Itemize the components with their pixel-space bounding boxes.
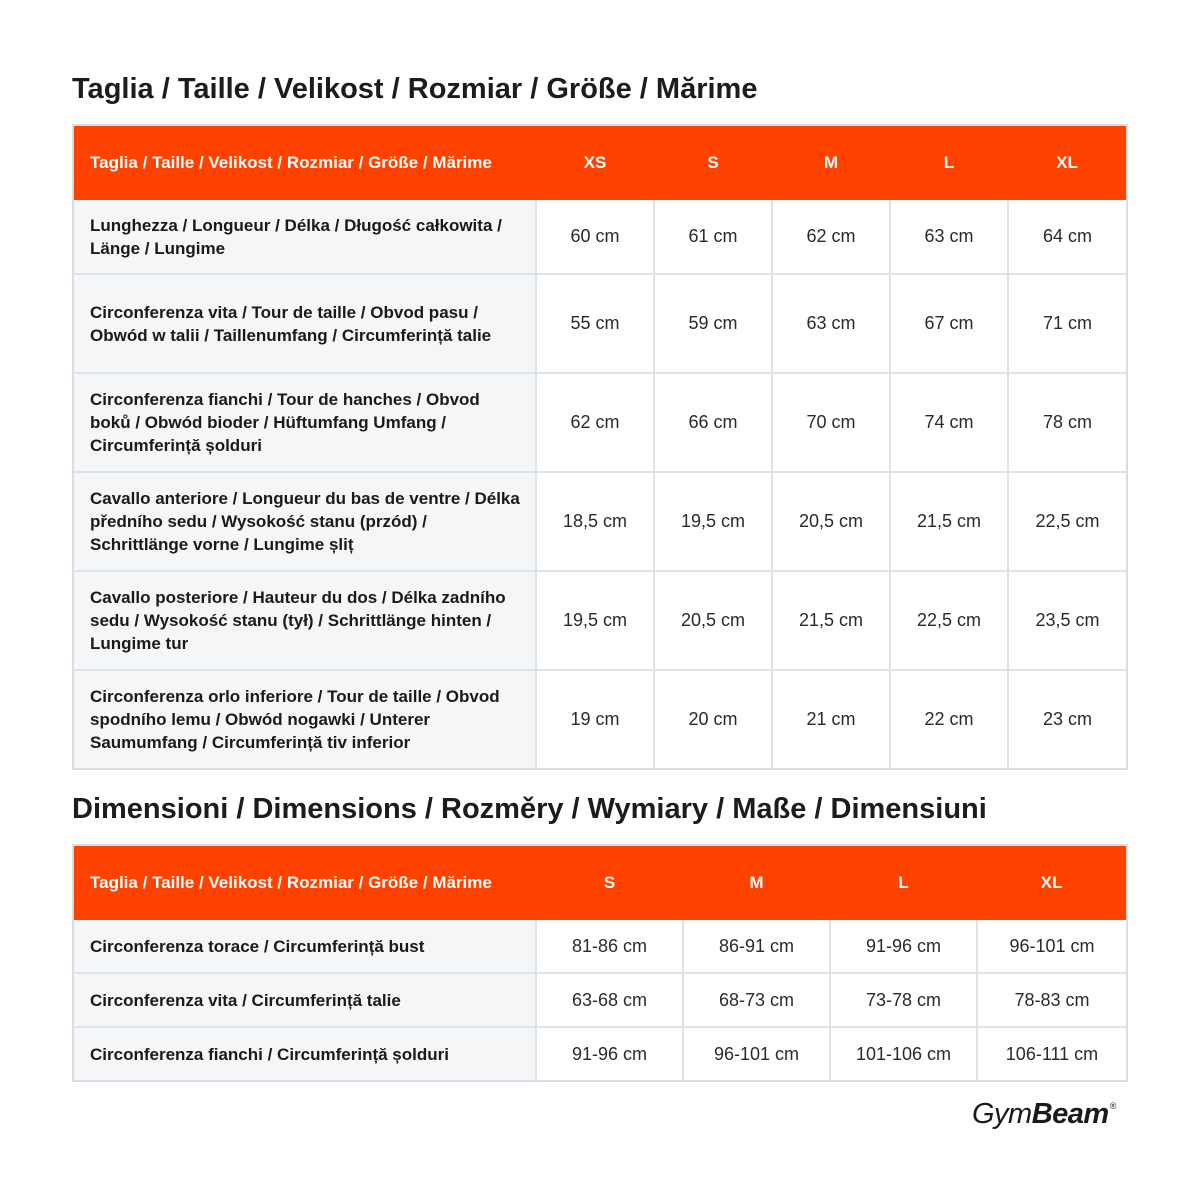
header-size-label: Taglia / Taille / Velikost / Rozmiar / Größe / Mărime (74, 846, 536, 920)
table-cell: 106-111 cm (977, 1027, 1126, 1080)
header-size-s: S (536, 846, 683, 920)
table-cell: 18,5 cm (536, 472, 654, 571)
table-cell: 19 cm (536, 670, 654, 768)
table-cell: 63-68 cm (536, 973, 683, 1027)
table-cell: 23,5 cm (1008, 571, 1126, 670)
table-cell: 101-106 cm (830, 1027, 977, 1080)
table-row (74, 920, 1126, 973)
table-cell: 22,5 cm (890, 571, 1008, 670)
table-cell: 73-78 cm (830, 973, 977, 1027)
table-cell: 63 cm (890, 200, 1008, 274)
table-cell: 78 cm (1008, 373, 1126, 472)
table-cell: 62 cm (536, 373, 654, 472)
table-row (74, 472, 1126, 571)
table-cell: 68-73 cm (683, 973, 830, 1027)
row-label-hem: Circonferenza orlo inferiore / Tour de taille / Obvod spodního lemu / Obwód nogawki / Unterer Saumumfang / Circumferință tiv inferior (74, 670, 536, 768)
row-label-length: Lunghezza / Longueur / Délka / Długość całkowita / Länge / Lungime (74, 200, 536, 274)
table-cell: 59 cm (654, 274, 772, 373)
table-row (74, 274, 1126, 373)
header-size-xl: XL (977, 846, 1126, 920)
table-cell: 21,5 cm (772, 571, 890, 670)
row-label-hips: Circonferenza fianchi / Circumferință șolduri (74, 1027, 536, 1080)
sizes-table (74, 126, 1126, 768)
table-cell: 20,5 cm (772, 472, 890, 571)
row-label-front-rise: Cavallo anteriore / Longueur du bas de ventre / Délka předního sedu / Wysokość stanu (przód) / Schrittlänge vorne / Lungime șliț (74, 472, 536, 571)
gymbeam-logo (972, 1098, 1116, 1131)
table-row (74, 670, 1126, 768)
table-cell: 96-101 cm (977, 920, 1126, 973)
sizes-table-container (72, 124, 1128, 770)
table-cell: 19,5 cm (654, 472, 772, 571)
table-row (74, 973, 1126, 1027)
table-cell: 21 cm (772, 670, 890, 768)
row-label-waist: Circonferenza vita / Tour de taille / Obvod pasu / Obwód w talii / Taillenumfang / Circumferință talie (74, 274, 536, 373)
row-label-hips: Circonferenza fianchi / Tour de hanches / Obvod boků / Obwód bioder / Hüftumfang Umfang / Circumferință șolduri (74, 373, 536, 472)
table-cell: 22,5 cm (1008, 472, 1126, 571)
table-cell: 22 cm (890, 670, 1008, 768)
header-size-label: Taglia / Taille / Velikost / Rozmiar / Größe / Mărime (74, 126, 536, 200)
dimensions-table-container (72, 844, 1128, 1082)
table-cell: 91-96 cm (830, 920, 977, 973)
table-cell: 61 cm (654, 200, 772, 274)
table-row (74, 373, 1126, 472)
table-cell: 86-91 cm (683, 920, 830, 973)
table-cell: 21,5 cm (890, 472, 1008, 571)
dimensions-table-title: Dimensioni / Dimensions / Rozměry / Wymiary / Maße / Dimensiuni (72, 793, 987, 825)
table-cell: 96-101 cm (683, 1027, 830, 1080)
table-cell: 71 cm (1008, 274, 1126, 373)
header-size-xl: XL (1008, 126, 1126, 200)
dimensions-table-header-row (74, 846, 1126, 920)
table-cell: 64 cm (1008, 200, 1126, 274)
table-row (74, 571, 1126, 670)
table-cell: 19,5 cm (536, 571, 654, 670)
row-label-waist: Circonferenza vita / Circumferință talie (74, 973, 536, 1027)
table-cell: 20 cm (654, 670, 772, 768)
table-cell: 23 cm (1008, 670, 1126, 768)
table-cell: 91-96 cm (536, 1027, 683, 1080)
table-cell: 81-86 cm (536, 920, 683, 973)
table-cell: 66 cm (654, 373, 772, 472)
table-cell: 63 cm (772, 274, 890, 373)
table-cell: 62 cm (772, 200, 890, 274)
table-cell: 20,5 cm (654, 571, 772, 670)
table-cell: 60 cm (536, 200, 654, 274)
header-size-l: L (830, 846, 977, 920)
table-cell: 55 cm (536, 274, 654, 373)
header-size-s: S (654, 126, 772, 200)
row-label-back-rise: Cavallo posteriore / Hauteur du dos / Délka zadního sedu / Wysokość stanu (tył) / Schrittlänge hinten / Lungime tur (74, 571, 536, 670)
logo-text-gym: Gym (972, 1098, 1032, 1130)
table-row (74, 200, 1126, 274)
table-cell: 78-83 cm (977, 973, 1126, 1027)
table-row (74, 1027, 1126, 1080)
dimensions-table (74, 846, 1126, 1080)
sizes-table-title: Taglia / Taille / Velikost / Rozmiar / Größe / Mărime (72, 73, 758, 105)
sizes-table-header-row (74, 126, 1126, 200)
row-label-chest: Circonferenza torace / Circumferință bust (74, 920, 536, 973)
table-cell: 74 cm (890, 373, 1008, 472)
table-cell: 70 cm (772, 373, 890, 472)
logo-text-beam: Beam (1031, 1098, 1109, 1130)
header-size-m: M (772, 126, 890, 200)
header-size-xs: XS (536, 126, 654, 200)
header-size-m: M (683, 846, 830, 920)
registered-mark: ® (1109, 1101, 1116, 1111)
header-size-l: L (890, 126, 1008, 200)
table-cell: 67 cm (890, 274, 1008, 373)
